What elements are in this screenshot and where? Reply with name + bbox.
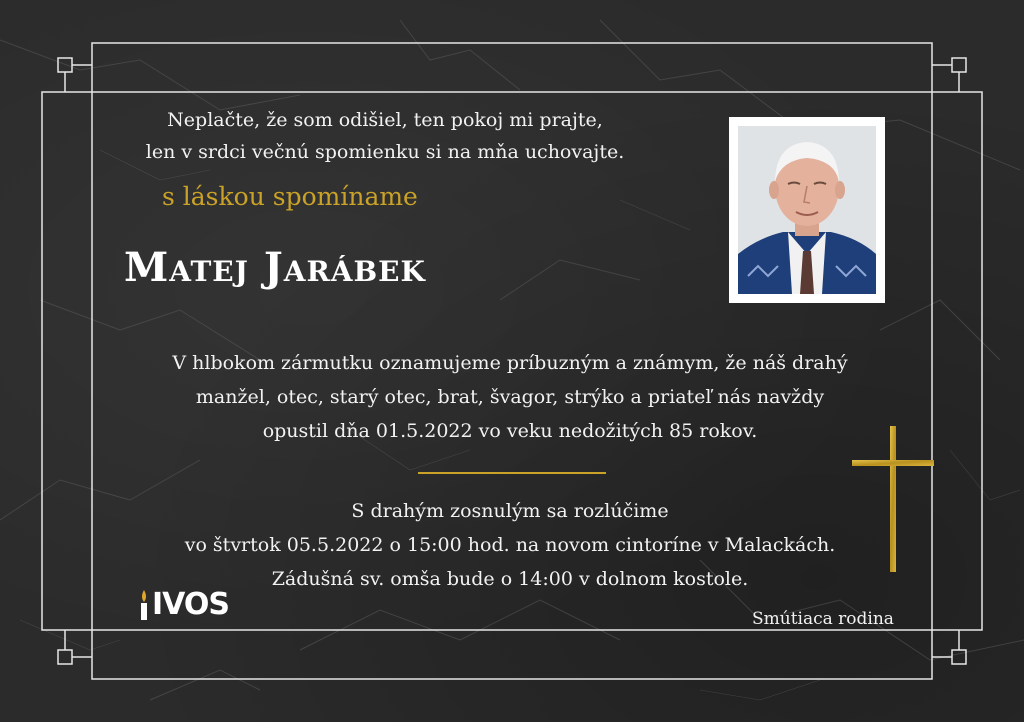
- farewell-line-1: S drahým zosnulým sa rozlúčime: [351, 500, 669, 522]
- quote-line-2: len v srdci večnú spomienku si na mňa uchovajte.: [145, 141, 625, 163]
- announcement-text: [120, 346, 900, 448]
- farewell-text: [130, 494, 890, 596]
- portrait-image: [738, 126, 876, 294]
- portrait-photo: [729, 117, 885, 303]
- announcement-line-2: manžel, otec, starý otec, brat, švagor, strýko a priateľ nás navždy: [195, 386, 825, 408]
- farewell-line-3: Zádušná sv. omša bude o 14:00 v dolnom kostole.: [271, 568, 749, 590]
- quote-line-1: Neplačte, že som odišiel, ten pokoj mi prajte,: [167, 109, 603, 131]
- quote-block: [90, 104, 680, 168]
- candle-flame-icon: [138, 590, 150, 620]
- logo-text: IVOS: [152, 587, 229, 622]
- deceased-name: Matej Jarábek: [124, 244, 426, 291]
- announcement-line-3: opustil dňa 01.5.2022 vo veku nedožitých 85 rokov.: [262, 420, 758, 442]
- announcement-line-1: V hlbokom zármutku oznamujeme príbuzným a známym, že náš drahý: [172, 352, 848, 374]
- cross-icon: [852, 426, 936, 574]
- farewell-line-2: vo štvrtok 05.5.2022 o 15:00 hod. na novom cintoríne v Malackách.: [184, 534, 836, 556]
- signature: Smútiaca rodina: [752, 609, 894, 629]
- gold-divider: [418, 472, 606, 474]
- ivos-logo: [138, 587, 229, 622]
- remember-label: s láskou spomíname: [162, 182, 418, 211]
